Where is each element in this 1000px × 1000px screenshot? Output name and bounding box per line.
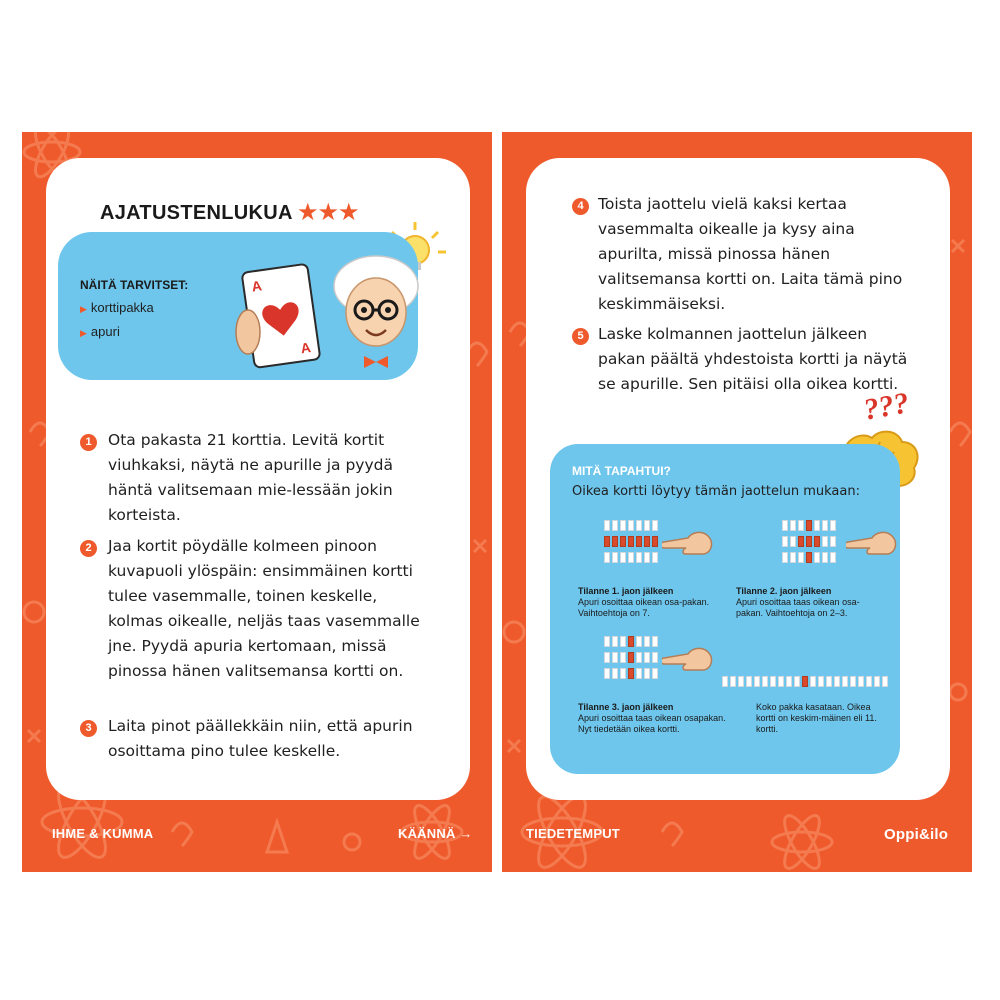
card-cell [790,536,796,547]
step-2-text: Jaa kortit pöydälle kolmeen pinoon kuvapuoli ylöspäin: ensimmäinen kortti tulee vasemmalle, toinen keskelle, kolmas oikealle, neljäs taas vasemmalle jne. Pyydä apuria kertomaan, missä pinossa hänen valitsemansa kortti on. [108,537,420,680]
card-cell [636,536,642,547]
card-cell [866,676,872,687]
question-marks: ??? [861,386,912,427]
card-cell [830,552,836,563]
playing-card-icon [230,260,330,372]
step-3-text: Laita pinot päällekkäin niin, että apurin osoittama pino tulee keskelle. [108,717,413,760]
card-cell [814,552,820,563]
card-cell [628,520,634,531]
step-number-5: 5 [572,328,589,345]
card-cell [636,636,642,647]
card-cell [826,676,832,687]
card-cell [636,520,642,531]
card-cell [822,536,828,547]
card-cell [612,536,618,547]
card-cell [814,520,820,531]
card-cell [604,652,610,663]
triangle-bullet-icon: ▶ [80,304,87,314]
step-1-text: Ota pakasta 21 korttia. Levitä kortit viuhkaksi, näytä ne apurille ja pyydä häntä valitsemaan mie-lessään jokin korteista. [108,431,393,524]
card-cell [644,552,650,563]
card-cell [612,520,618,531]
card-cell [628,552,634,563]
card-cell [612,636,618,647]
series-label: TIEDETEMPUT [526,826,620,841]
case-3-caption: Tilanne 3. jaon jälkeen Apuri osoittaa taas oikean osapakan. Nyt tiedetään oikea kortti. [578,702,726,734]
case-1-caption: Tilanne 1. jaon jälkeen Apuri osoittaa oikean osa-pakan. Vaihtoehtoja on 7. [578,586,710,618]
card-cell [806,536,812,547]
right-card [502,132,972,872]
publisher-logo: Oppi&ilo [884,826,949,843]
turn-over-label: KÄÄNNÄ → [398,826,473,841]
card-cell [858,676,864,687]
card-cell [786,676,792,687]
card-cell [604,636,610,647]
card-cell [644,520,650,531]
svg-text:A: A [299,339,312,357]
materials-box [58,232,418,380]
card-cell [644,652,650,663]
card-cell [754,676,760,687]
card-cell [628,636,634,647]
card-cell [770,676,776,687]
card-cell [822,552,828,563]
card-cell [644,668,650,679]
card-cell [620,636,626,647]
card-cell [604,536,610,547]
materials-title: NÄITÄ TARVITSET: [80,278,189,292]
step-number-1: 1 [80,434,97,451]
card-cell [830,520,836,531]
info-title: MITÄ TAPAHTUI? [572,464,671,478]
card-cell [652,552,658,563]
list-item: ▶ apuri [80,324,120,339]
left-card [22,132,492,872]
card-cell [790,552,796,563]
svg-text:A: A [250,277,263,295]
step-5-text: Laske kolmannen jaottelun jälkeen pakan päältä yhdestoista kortti ja näytä se apurille. Sen pitäisi olla oikea kortti. [598,325,908,393]
card-cell [794,676,800,687]
card-cell [644,536,650,547]
materials-list [80,296,154,344]
triangle-bullet-icon: ▶ [80,328,87,338]
card-cell [652,652,658,663]
card-cell [822,520,828,531]
card-cell [814,536,820,547]
card-cell [612,668,618,679]
card-cell [628,652,634,663]
card-cell [782,552,788,563]
case-2-caption: Tilanne 2. jaon jälkeen Apuri osoittaa taas oikean osa-pakan. Vaihtoehtoja on 2–3. [736,586,860,618]
card-cell [850,676,856,687]
card-cell [746,676,752,687]
card-cell [738,676,744,687]
card-cell [636,668,642,679]
card-cell [620,652,626,663]
card-cell [834,676,840,687]
card-cell [778,676,784,687]
card-cell [818,676,824,687]
case-4-caption: Koko pakka kasataan. Oikea kortti on keskim-mäinen eli 11. kortti. [756,702,877,734]
card-cell [782,536,788,547]
list-item: ▶ korttipakka [80,300,154,315]
card-cell [628,536,634,547]
card-cell [790,520,796,531]
card-cell [612,552,618,563]
step-number-3: 3 [80,720,97,737]
card-cell [722,676,728,687]
card-cell [612,652,618,663]
card-cell [604,668,610,679]
card-cell [882,676,888,687]
what-happened-box [550,444,900,774]
card-cell [620,536,626,547]
card-cell [830,536,836,547]
card-cell [652,520,658,531]
card-cell [810,676,816,687]
brand-label: IHME & KUMMA [52,826,154,841]
card-cell [798,552,804,563]
card-cell [652,536,658,547]
card-cell [806,552,812,563]
info-subtitle: Oikea kortti löytyy tämän jaottelun mukaan: [572,484,860,499]
card-cell [798,520,804,531]
card-cell [802,676,808,687]
card-cell [620,552,626,563]
card-cell [874,676,880,687]
scientist-illustration [328,252,424,376]
game-title: AJATUSTENLUKUA [100,202,293,224]
card-cell [730,676,736,687]
card-cell [798,536,804,547]
card-cell [620,520,626,531]
card-cell [628,668,634,679]
card-cell [652,668,658,679]
hand-pointer-icon [846,528,898,558]
step-number-4: 4 [572,198,589,215]
card-cell [636,552,642,563]
card-cell [842,676,848,687]
step-number-2: 2 [80,540,97,557]
step-4-text: Toista jaottelu vielä kaksi kertaa vasemmalta oikealle ja kysy aina apurilta, missä pinossa hänen valitsemansa kortti on. Laita tämä pino keskimmäiseksi. [598,195,903,313]
hand-pointer-icon [662,644,714,674]
card-cell [604,520,610,531]
card-cell [644,636,650,647]
card-cell [604,552,610,563]
card-cell [652,636,658,647]
card-cell [782,520,788,531]
difficulty-stars: ★★★ [297,198,359,226]
card-cell [620,668,626,679]
card-cell [806,520,812,531]
card-cell [636,652,642,663]
card-cell [762,676,768,687]
hand-pointer-icon [662,528,714,558]
